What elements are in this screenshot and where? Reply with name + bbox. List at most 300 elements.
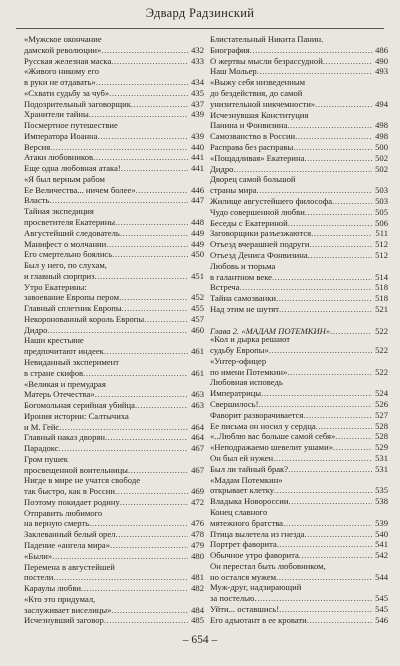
toc-entry bbox=[210, 605, 388, 616]
dot-leader bbox=[287, 121, 372, 130]
dot-leader bbox=[287, 368, 372, 377]
toc-entry-title: Владыка Новороссии bbox=[210, 497, 289, 507]
dot-leader bbox=[279, 605, 372, 614]
toc-entry-title: Дидро bbox=[210, 164, 234, 174]
toc-entry bbox=[210, 357, 388, 368]
toc-entry bbox=[24, 229, 204, 240]
toc-page-number: 522 bbox=[375, 345, 388, 355]
dot-leader bbox=[293, 143, 372, 152]
toc-entry bbox=[24, 315, 204, 326]
toc-page-number: 522 bbox=[375, 325, 388, 336]
dot-leader bbox=[295, 132, 372, 141]
toc-entry-title: Уйти... оставшись! bbox=[210, 605, 280, 615]
toc-entry-title: Главный сплетник Европы bbox=[24, 304, 122, 314]
toc-page-number: 512 bbox=[375, 240, 388, 250]
dot-leader bbox=[111, 57, 188, 66]
toc-entry-title: «..Люблю вас больше самой себя» bbox=[210, 432, 336, 442]
toc-entry bbox=[210, 378, 388, 389]
toc-entry-title: «Великая и премудрая bbox=[24, 379, 106, 389]
toc-entry bbox=[210, 305, 388, 316]
toc-entry bbox=[24, 218, 204, 229]
toc-entry-title: «Мужское окончание bbox=[24, 35, 102, 44]
toc-entry bbox=[210, 389, 388, 400]
toc-page-number: 464 bbox=[191, 422, 204, 432]
toc-entry bbox=[210, 551, 388, 562]
toc-entry bbox=[24, 250, 204, 261]
dot-leader bbox=[308, 251, 372, 260]
toc-entry-title: Фаворит разворачивается bbox=[210, 410, 304, 420]
toc-page-number: 467 bbox=[191, 444, 204, 454]
toc-entry-title: Расправа без расправы bbox=[210, 142, 294, 152]
toc-entry bbox=[210, 186, 388, 197]
toc-page-number: 448 bbox=[191, 218, 204, 228]
toc-entry-title: Императрицы bbox=[210, 389, 262, 399]
toc-entry-title: Матерь Отечества» bbox=[24, 390, 95, 400]
toc-page-number: 440 bbox=[191, 142, 204, 152]
toc-entry bbox=[24, 519, 204, 530]
dot-leader bbox=[144, 315, 188, 324]
toc-entry bbox=[24, 433, 204, 444]
dot-leader bbox=[276, 294, 372, 303]
toc-entry bbox=[24, 487, 204, 498]
toc-page-number: 527 bbox=[375, 410, 388, 420]
toc-page-number: 502 bbox=[375, 153, 388, 163]
toc-entry-title: Падение «ангела мира» bbox=[24, 540, 111, 550]
toc-entry bbox=[24, 498, 204, 509]
toc-page-number: 437 bbox=[191, 99, 204, 109]
dot-leader bbox=[258, 400, 372, 409]
toc-entry bbox=[210, 35, 388, 46]
toc-page-number: 476 bbox=[191, 519, 204, 529]
dot-leader bbox=[335, 432, 372, 441]
dot-leader bbox=[101, 46, 188, 55]
toc-entry-title: Поэтому покидает родину bbox=[24, 497, 120, 507]
dot-leader bbox=[233, 165, 372, 174]
toc-entry bbox=[210, 143, 388, 154]
toc-entry bbox=[24, 207, 204, 218]
toc-entry-title: Власть bbox=[24, 196, 50, 206]
toc-entry-title: Перемена в августейшей bbox=[24, 562, 115, 572]
toc-page-number: 541 bbox=[375, 540, 388, 550]
toc-entry-title: Свершилось! bbox=[210, 399, 259, 409]
toc-entry bbox=[24, 509, 204, 520]
toc-entry-title: так быстро, как в России bbox=[24, 487, 116, 497]
dot-leader bbox=[115, 218, 188, 227]
toc-entry bbox=[24, 196, 204, 207]
toc-entry-title: Панина и Фонвизина bbox=[210, 121, 288, 131]
toc-entry-title: «Схвати судьбу за чуб» bbox=[24, 88, 110, 98]
toc-page-number: 544 bbox=[375, 572, 388, 582]
toc-entry-title: «Унтер-офицер bbox=[210, 356, 267, 366]
toc-page-number: 439 bbox=[191, 131, 204, 141]
toc-entry-title: Нигде в мире не учатся свободе bbox=[24, 476, 141, 486]
toc-entry bbox=[24, 390, 204, 401]
toc-entry bbox=[24, 606, 204, 617]
toc-entry bbox=[210, 508, 388, 519]
toc-column-right bbox=[210, 35, 388, 627]
toc-entry bbox=[210, 294, 388, 305]
toc-entry bbox=[24, 412, 204, 423]
toc-page-number: 522 bbox=[375, 367, 388, 377]
toc-entry bbox=[24, 336, 204, 347]
toc-entry-title: Птица вылетела из гнезда bbox=[210, 529, 305, 539]
toc-page-number: 493 bbox=[375, 67, 388, 77]
toc-entry bbox=[24, 358, 204, 369]
toc-entry bbox=[210, 89, 388, 100]
toc-page-number: 479 bbox=[191, 540, 204, 550]
toc-entry bbox=[210, 78, 388, 89]
toc-page-number: 463 bbox=[191, 390, 204, 400]
toc-entry bbox=[210, 540, 388, 551]
toc-entry bbox=[210, 240, 388, 251]
toc-page-number: 441 bbox=[191, 153, 204, 163]
toc-page-number: 484 bbox=[191, 605, 204, 615]
toc-entry-title: мятежного братства bbox=[210, 518, 284, 528]
toc-page-number: 464 bbox=[191, 433, 204, 443]
toc-page-number: 469 bbox=[191, 487, 204, 497]
toc-entry-title: Русская железная маска bbox=[24, 56, 112, 66]
dot-leader bbox=[276, 573, 372, 582]
toc-entry-title: Биография bbox=[210, 45, 250, 55]
toc-entry bbox=[210, 616, 388, 627]
toc-page-number: 500 bbox=[375, 142, 388, 152]
toc-entry bbox=[24, 347, 204, 358]
toc-entry-title: Богомольная серийная убийца bbox=[24, 401, 135, 411]
toc-entry-title: Обычное утро фаворита bbox=[210, 551, 299, 561]
toc-entry-title: Любовная исповедь bbox=[210, 378, 283, 388]
dot-leader bbox=[110, 541, 188, 550]
toc-entry-title: «Живого никому его bbox=[24, 67, 100, 77]
toc-entry-title: Хранители тайны bbox=[24, 110, 89, 120]
toc-entry-title: «Были» bbox=[24, 551, 53, 561]
toc-page-number: 511 bbox=[375, 229, 388, 239]
toc-entry-title: Заговорщики разъезжаются bbox=[210, 229, 312, 239]
toc-entry bbox=[210, 335, 388, 346]
toc-entry-title: Парадокс bbox=[24, 444, 59, 454]
toc-entry-title: Любовь и тюрьма bbox=[210, 261, 276, 271]
toc-page-number: 434 bbox=[191, 78, 204, 88]
toc-page-number: 528 bbox=[375, 421, 388, 431]
toc-entry bbox=[210, 46, 388, 57]
dot-leader bbox=[315, 100, 372, 109]
toc-entry bbox=[24, 552, 204, 563]
toc-entry-title: Исчезнувший заговор bbox=[24, 616, 104, 626]
toc-page-number: 451 bbox=[191, 271, 204, 281]
toc-entry-title: Он был ей нужен bbox=[210, 453, 274, 463]
toc-entry-title: Ее Величества... ничем более» bbox=[24, 185, 136, 195]
toc-entry bbox=[210, 283, 388, 294]
toc-page-number: 531 bbox=[375, 453, 388, 463]
dot-leader bbox=[256, 186, 372, 195]
dot-leader bbox=[128, 466, 188, 475]
toc-page-number: 545 bbox=[375, 605, 388, 615]
dot-leader bbox=[111, 606, 188, 615]
toc-entry bbox=[210, 583, 388, 594]
header-rule bbox=[16, 28, 384, 29]
toc-page-number: 461 bbox=[191, 368, 204, 378]
toc-page-number: 472 bbox=[191, 497, 204, 507]
toc-entry-title: Императора Иоанна bbox=[24, 131, 98, 141]
toc-page-number: 498 bbox=[375, 121, 388, 131]
toc-entry-title: Заклеванный белый орел bbox=[24, 530, 116, 540]
toc-entry-title: открывает клетку bbox=[210, 486, 275, 496]
toc-entry-title: Жилище августейшего философа bbox=[210, 196, 333, 206]
dot-leader bbox=[106, 240, 188, 249]
toc-entry-title: Портрет фаворита bbox=[210, 540, 277, 550]
toc-entry-title: Караулы любви bbox=[24, 584, 81, 594]
toc-entry bbox=[24, 132, 204, 143]
toc-entry-title: Дидро bbox=[24, 325, 48, 335]
toc-entry bbox=[210, 368, 388, 379]
dot-leader bbox=[283, 519, 372, 528]
running-header: Эдвард Радзинский bbox=[145, 6, 255, 20]
toc-entry bbox=[210, 346, 388, 357]
toc-page-number: 463 bbox=[191, 401, 204, 411]
toc-page-number: 546 bbox=[375, 615, 388, 625]
toc-entry bbox=[24, 304, 204, 315]
toc-page-number: 447 bbox=[191, 196, 204, 206]
toc-entry bbox=[210, 562, 388, 573]
toc-entry bbox=[24, 541, 204, 552]
toc-entry-title: по имени Потемкин» bbox=[210, 367, 288, 377]
toc-entry bbox=[210, 432, 388, 443]
toc-entry-title: Подозрительный заговорщик bbox=[24, 99, 131, 109]
toc-entry-title: за постелью bbox=[210, 594, 255, 604]
toc-entry bbox=[210, 594, 388, 605]
toc-entry-title: Ирония истории: Салтычиха bbox=[24, 411, 129, 421]
toc-entry bbox=[24, 380, 204, 391]
dot-leader bbox=[261, 389, 372, 398]
toc-entry bbox=[210, 208, 388, 219]
toc-page-number: 467 bbox=[191, 465, 204, 475]
dot-leader bbox=[333, 443, 372, 452]
toc-entry-title: Ее письма он носил у сердца bbox=[210, 421, 316, 431]
toc-entry-title: «Неподражаемо шевелит ушами» bbox=[210, 443, 334, 453]
toc-page-number: 481 bbox=[191, 573, 204, 583]
toc-page-number: 514 bbox=[375, 272, 388, 282]
toc-page-number: 512 bbox=[375, 250, 388, 260]
toc-entry-title: в руки не отдавать» bbox=[24, 78, 96, 88]
toc-entry bbox=[24, 466, 204, 477]
toc-entry bbox=[24, 67, 204, 78]
toc-page-number: 498 bbox=[375, 132, 388, 142]
toc-page-number: 521 bbox=[375, 304, 388, 314]
toc-entry bbox=[24, 455, 204, 466]
toc-entry bbox=[210, 422, 388, 433]
toc-entry bbox=[24, 57, 204, 68]
toc-entry bbox=[24, 186, 204, 197]
toc-entry-title: Его адъютант в ее кровати bbox=[210, 615, 307, 625]
toc-entry-title: завоевание Европы пером bbox=[24, 293, 120, 303]
toc-page-number: 461 bbox=[191, 347, 204, 357]
toc-page-number: 441 bbox=[191, 164, 204, 174]
toc-entry bbox=[210, 530, 388, 541]
toc-entry bbox=[24, 584, 204, 595]
toc-entry-title: в галантном веке bbox=[210, 272, 272, 282]
toc-entry bbox=[24, 563, 204, 574]
dot-leader bbox=[257, 67, 372, 76]
toc-entry-title: в стране скифов bbox=[24, 368, 84, 378]
toc-entry-title: Главный наказ дворян bbox=[24, 433, 105, 443]
dot-leader bbox=[299, 551, 372, 560]
dot-leader bbox=[120, 229, 188, 238]
toc-entry bbox=[24, 35, 204, 46]
toc-entry-title: заслуживает виселицы» bbox=[24, 605, 112, 615]
toc-entry-title: на верную смерть bbox=[24, 519, 90, 529]
dot-leader bbox=[95, 272, 188, 281]
toc-entry-title: Конец славного bbox=[210, 507, 268, 517]
dot-leader bbox=[115, 487, 188, 496]
dot-leader bbox=[316, 422, 372, 431]
dot-leader bbox=[89, 110, 188, 119]
toc-entry-title: унизительной никчемности» bbox=[210, 99, 316, 109]
toc-entry-title: «Кол и дырка решают bbox=[210, 335, 291, 345]
toc-entry-title: Самозванство в России bbox=[210, 132, 296, 142]
dot-leader bbox=[135, 401, 188, 410]
toc-entry-title: Блистательный Никита Панин. bbox=[210, 35, 324, 44]
toc-entry bbox=[210, 476, 388, 487]
toc-entry-title: Он перестал быть любовником, bbox=[210, 561, 326, 571]
toc-entry-title: просвещенной воительницы bbox=[24, 465, 128, 475]
dot-leader bbox=[304, 154, 372, 163]
dot-leader bbox=[272, 273, 372, 282]
dot-leader bbox=[112, 250, 188, 259]
toc-entry-title: просветителя Екатерины bbox=[24, 218, 116, 228]
toc-entry-title: Исчезнувшая Конституция bbox=[210, 110, 309, 120]
toc-page-number: 485 bbox=[191, 616, 204, 626]
toc-entry bbox=[210, 465, 388, 476]
toc-entry bbox=[210, 229, 388, 240]
toc-page-number: 529 bbox=[375, 443, 388, 453]
dot-leader bbox=[311, 229, 372, 238]
toc-page-number: 545 bbox=[375, 594, 388, 604]
toc-page-number: 450 bbox=[191, 250, 204, 260]
toc-page-number: 433 bbox=[191, 56, 204, 66]
toc-page-number: 460 bbox=[191, 325, 204, 335]
toc-entry bbox=[210, 219, 388, 230]
toc-entry bbox=[210, 497, 388, 508]
dot-leader bbox=[115, 530, 188, 539]
toc-page-number: 439 bbox=[191, 110, 204, 120]
toc-entry-title: Отъезд Дениса Фонвизина bbox=[210, 250, 308, 260]
dot-leader bbox=[52, 552, 188, 561]
dot-leader bbox=[277, 540, 372, 549]
toc-page-number: 540 bbox=[375, 529, 388, 539]
toc-entry bbox=[24, 240, 204, 251]
toc-entry bbox=[24, 423, 204, 434]
dot-leader bbox=[136, 186, 188, 195]
dot-leader bbox=[305, 530, 373, 539]
toc-entry-title: Беседы с Екатериной bbox=[210, 218, 288, 228]
dot-leader bbox=[97, 132, 188, 141]
toc-page-number: 505 bbox=[375, 207, 388, 217]
dot-leader bbox=[305, 208, 372, 217]
toc-page-number: 482 bbox=[191, 584, 204, 594]
toc-chapter-heading bbox=[210, 316, 388, 335]
toc-entry bbox=[210, 111, 388, 122]
dot-leader bbox=[104, 347, 188, 356]
toc-page-number: 526 bbox=[375, 399, 388, 409]
toc-entry bbox=[24, 89, 204, 100]
toc-entry-title: Чудо совершенной любви bbox=[210, 207, 305, 217]
toc-entry bbox=[210, 154, 388, 165]
toc-entry bbox=[210, 57, 388, 68]
dot-leader bbox=[279, 305, 372, 314]
toc-page-number: 506 bbox=[375, 218, 388, 228]
toc-entry-title: Был ли тайный брак? bbox=[210, 464, 289, 474]
dot-leader bbox=[303, 411, 372, 420]
dot-leader bbox=[109, 89, 188, 98]
toc-entry bbox=[24, 293, 204, 304]
toc-page-number: 446 bbox=[191, 185, 204, 195]
dot-leader bbox=[96, 78, 188, 87]
toc-entry bbox=[24, 261, 204, 272]
toc-entry-title: судьбу Европы» bbox=[210, 345, 269, 355]
toc-entry bbox=[24, 175, 204, 186]
toc-entry bbox=[210, 262, 388, 273]
dot-leader bbox=[53, 573, 188, 582]
toc-entry-title: Посмертное путешествие bbox=[24, 121, 118, 131]
toc-page-number: 531 bbox=[375, 464, 388, 474]
dot-leader bbox=[131, 100, 188, 109]
dot-leader bbox=[309, 240, 372, 249]
toc-entry bbox=[210, 197, 388, 208]
toc-page-number: 486 bbox=[375, 45, 388, 55]
toc-entry-title: Еще одна любовная атака! bbox=[24, 164, 121, 174]
toc-entry-title: Тайная экспедиция bbox=[24, 207, 94, 217]
toc-entry bbox=[24, 530, 204, 541]
toc-page-number: 494 bbox=[375, 99, 388, 109]
toc-entry bbox=[210, 443, 388, 454]
toc-entry bbox=[24, 121, 204, 132]
toc-entry-title: Наш Мольер bbox=[210, 67, 257, 77]
toc-page-number: 528 bbox=[375, 432, 388, 442]
dot-leader bbox=[81, 584, 188, 593]
toc-entry bbox=[24, 369, 204, 380]
toc-entry-title: Наши крестьяне bbox=[24, 336, 84, 346]
dot-leader bbox=[323, 57, 372, 66]
toc-entry-title: Манифест о молчании bbox=[24, 239, 107, 249]
toc-entry bbox=[24, 143, 204, 154]
toc-entry-title: дамской революции» bbox=[24, 45, 102, 55]
toc-entry bbox=[24, 272, 204, 283]
dot-leader bbox=[330, 327, 372, 336]
toc-entry-title: «Пощадливая» Екатерина bbox=[210, 153, 305, 163]
toc-entry-title: и М. Гейс bbox=[24, 422, 60, 432]
dot-leader bbox=[59, 423, 188, 432]
toc-entry bbox=[24, 401, 204, 412]
toc-entry bbox=[24, 444, 204, 455]
toc-entry-title: «Мадам Потемкин» bbox=[210, 475, 283, 485]
dot-leader bbox=[119, 293, 188, 302]
toc-entry bbox=[24, 164, 204, 175]
toc-page-number: 449 bbox=[191, 239, 204, 249]
toc-page-number: 452 bbox=[191, 293, 204, 303]
dot-leader bbox=[122, 304, 188, 313]
toc-entry bbox=[210, 273, 388, 284]
dot-leader bbox=[288, 465, 372, 474]
dot-leader bbox=[273, 454, 372, 463]
toc-entry-title: Гром пушек bbox=[24, 454, 68, 464]
toc-entry bbox=[24, 100, 204, 111]
toc-page-number: 478 bbox=[191, 530, 204, 540]
toc-entry bbox=[210, 132, 388, 143]
toc-entry-title: Утро Екатерины: bbox=[24, 282, 87, 292]
toc-entry bbox=[210, 573, 388, 584]
toc-entry-title: Встреча bbox=[210, 283, 240, 293]
dot-leader bbox=[250, 46, 372, 55]
toc-entry-title: «Я был верным рабом bbox=[24, 174, 105, 184]
